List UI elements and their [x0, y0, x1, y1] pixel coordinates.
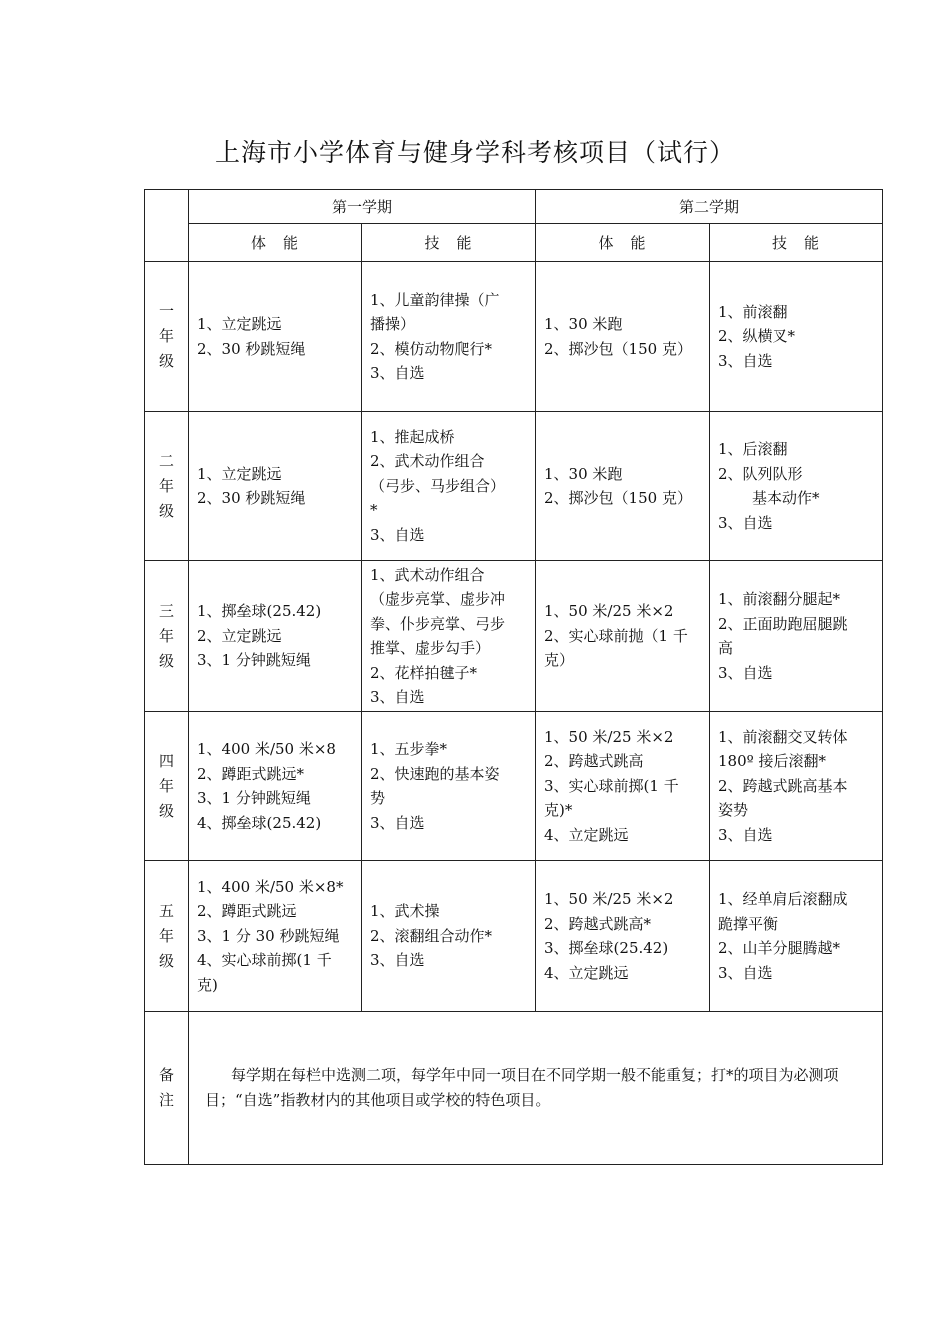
s2-skills-cell: [710, 561, 883, 712]
item-line: 2、实心球前抛（1 千: [544, 626, 688, 645]
grade-char: 二: [158, 451, 174, 470]
grade-char: 四: [158, 751, 174, 770]
item-line: （弓步、马步组合）: [370, 476, 506, 495]
grade-row: [145, 262, 883, 412]
item-line: 3、自选: [370, 364, 425, 382]
grade-char: 三: [158, 601, 174, 620]
s1-skills-cell: [362, 262, 536, 412]
item-line: 4、立定跳远: [544, 825, 629, 844]
s2-fitness-cell: [536, 262, 710, 412]
s2-skills-cell: [710, 262, 883, 412]
item-line: 2、跨越式跳高基本: [718, 776, 848, 795]
s1-skills-cell: [362, 861, 536, 1012]
s2-skills-cell: [710, 412, 883, 561]
item-line: 2、正面助跑屈腿跳: [718, 614, 848, 633]
grade-row: [145, 861, 883, 1012]
item-line: 3、自选: [370, 813, 425, 832]
grade-char: 级: [158, 651, 174, 670]
item-line: 2、山羊分腿腾越*: [718, 939, 841, 957]
grade-char: 年: [158, 626, 174, 645]
item-line: 3、1 分钟跳短绳: [197, 789, 311, 807]
item-line: 3、自选: [370, 525, 425, 544]
s2-fitness-cell: [536, 412, 710, 561]
item-line: 4、实心球前掷(1 千: [197, 951, 332, 970]
item-line: 2、蹲距式跳远*: [197, 764, 305, 783]
item-line: 2、模仿动物爬行*: [370, 339, 493, 358]
item-line: 1、30 米跑: [544, 464, 623, 483]
item-line: 2、纵横叉*: [718, 327, 796, 346]
s1-skills-cell: [362, 561, 536, 712]
item-line: 跪撑平衡: [718, 914, 779, 933]
s2-fitness-cell: [536, 861, 710, 1012]
item-line: 3、自选: [370, 688, 425, 706]
item-line: 势: [370, 789, 386, 807]
s1-fitness-cell: [189, 262, 362, 412]
grade-label: [145, 412, 189, 561]
item-line: 3、掷垒球(25.42): [544, 939, 669, 957]
item-line: 180º 接后滚翻*: [718, 752, 826, 771]
item-line: 3、实心球前掷(1 千: [544, 776, 679, 795]
item-line: （虚步亮掌、虚步冲: [370, 590, 506, 608]
item-line: 3、1 分钟跳短绳: [197, 651, 311, 670]
grade-row: [145, 412, 883, 561]
item-line: 1、前滚翻分腿起*: [718, 590, 841, 608]
item-line: 2、花样拍毽子*: [370, 663, 478, 682]
item-line: 克）: [544, 651, 575, 670]
grade-char: 级: [158, 801, 174, 820]
s1-fitness-cell: [189, 712, 362, 861]
grade-row: [145, 561, 883, 712]
item-line: 拳、仆步亮掌、弓步: [370, 614, 506, 633]
grade-char: 五: [158, 901, 174, 920]
item-line: 2、30 秒跳短绳: [197, 489, 306, 507]
assessment-table: [144, 189, 883, 1165]
semester1-header: 第一学期: [189, 190, 536, 224]
remarks-char: 注: [158, 1091, 174, 1109]
item-line: 2、立定跳远: [197, 626, 282, 645]
item-line: 1、立定跳远: [197, 464, 282, 483]
item-line: 2、滚翻组合动作*: [370, 926, 493, 945]
grade-char: 年: [158, 476, 174, 495]
s1-fitness-cell: [189, 861, 362, 1012]
item-line: 1、武术操: [370, 902, 440, 921]
item-line: 1、前滚翻: [718, 302, 788, 321]
s1-fitness-header: 体 能: [189, 224, 362, 262]
item-line: 高: [718, 639, 734, 657]
grade-char: 年: [158, 776, 174, 795]
item-line: 2、快速跑的基本姿: [370, 764, 500, 783]
item-line: 播操）: [370, 315, 416, 333]
item-line: 2、掷沙包（150 克）: [544, 489, 692, 507]
s1-fitness-cell: [189, 561, 362, 712]
item-line: 1、50 米/25 米×2: [544, 890, 674, 908]
grade-char: 年: [158, 926, 174, 945]
item-line: 1、50 米/25 米×2: [544, 727, 674, 746]
s2-skills-cell: [710, 712, 883, 861]
grade-label: [145, 712, 189, 861]
item-line: 1、儿童韵律操（广: [370, 290, 500, 309]
grade-row: [145, 712, 883, 861]
item-line: 1、武术动作组合: [370, 565, 485, 584]
grade-char: 级: [158, 352, 174, 370]
grade-char: 一: [158, 302, 174, 320]
item-line: 2、蹲距式跳远: [197, 902, 297, 921]
remarks-text: 每学期在每栏中选测二项，每学年中同一项目在不同学期一般不能重复；打*的项目为必测项目；“自选”指教材内的其他项目或学校的特色项目。: [189, 1012, 883, 1165]
item-line: 1、400 米/50 米×8*: [197, 877, 344, 896]
item-line: 3、自选: [718, 963, 773, 982]
item-line: 1、30 米跑: [544, 315, 623, 333]
item-line: 3、自选: [718, 825, 773, 844]
item-line: 4、立定跳远: [544, 963, 629, 982]
grade-label: [145, 861, 189, 1012]
s2-fitness-header: 体 能: [536, 224, 710, 262]
item-line: 2、武术动作组合: [370, 452, 485, 471]
item-line: 1、掷垒球(25.42): [197, 602, 322, 621]
grade-label: [145, 561, 189, 712]
item-line: 1、前滚翻交叉转体: [718, 727, 848, 746]
remarks-label: [145, 1012, 189, 1165]
s1-skills-cell: [362, 712, 536, 861]
s2-skills-header: 技 能: [710, 224, 883, 262]
item-line: 1、50 米/25 米×2: [544, 602, 674, 621]
item-line: 1、立定跳远: [197, 315, 282, 333]
item-line: 3、1 分 30 秒跳短绳: [197, 926, 340, 945]
grade-label: [145, 262, 189, 412]
corner-cell: [145, 190, 189, 262]
grade-char: 年: [158, 327, 174, 345]
s1-skills-header: 技 能: [362, 224, 536, 262]
item-line: 姿势: [718, 801, 749, 820]
item-line: 1、后滚翻: [718, 440, 788, 458]
item-line: 1、五步拳*: [370, 740, 448, 758]
s1-skills-cell: [362, 412, 536, 561]
remarks-char: 备: [158, 1066, 174, 1084]
s2-fitness-cell: [536, 712, 710, 861]
s2-fitness-cell: [536, 561, 710, 712]
grade-char: 级: [158, 501, 174, 520]
item-line: 3、自选: [370, 951, 425, 970]
semester2-header: 第二学期: [536, 190, 883, 224]
remarks-row: [145, 1012, 883, 1165]
grade-char: 级: [158, 951, 174, 970]
item-line: 4、掷垒球(25.42): [197, 813, 322, 832]
item-line: 1、400 米/50 米×8: [197, 740, 336, 758]
page-title: 上海市小学体育与健身学科考核项目（试行）: [214, 138, 735, 167]
item-line: 2、30 秒跳短绳: [197, 339, 306, 358]
item-line: 2、掷沙包（150 克）: [544, 339, 692, 358]
s1-fitness-cell: [189, 412, 362, 561]
item-line: 2、跨越式跳高: [544, 752, 644, 771]
s2-skills-cell: [710, 861, 883, 1012]
item-line: 3、自选: [718, 663, 773, 682]
item-line: 克)*: [544, 801, 573, 820]
item-line: 基本动作*: [752, 489, 820, 507]
item-line: 克): [197, 975, 218, 994]
item-line: 1、经单肩后滚翻成: [718, 890, 848, 908]
item-line: *: [370, 501, 378, 520]
item-line: 推掌、虚步勾手）: [370, 639, 491, 657]
item-line: 2、队列队形: [718, 464, 803, 483]
item-line: 3、自选: [718, 513, 773, 532]
item-line: 2、跨越式跳高*: [544, 914, 652, 933]
item-line: 3、自选: [718, 351, 773, 370]
item-line: 1、推起成桥: [370, 427, 455, 446]
